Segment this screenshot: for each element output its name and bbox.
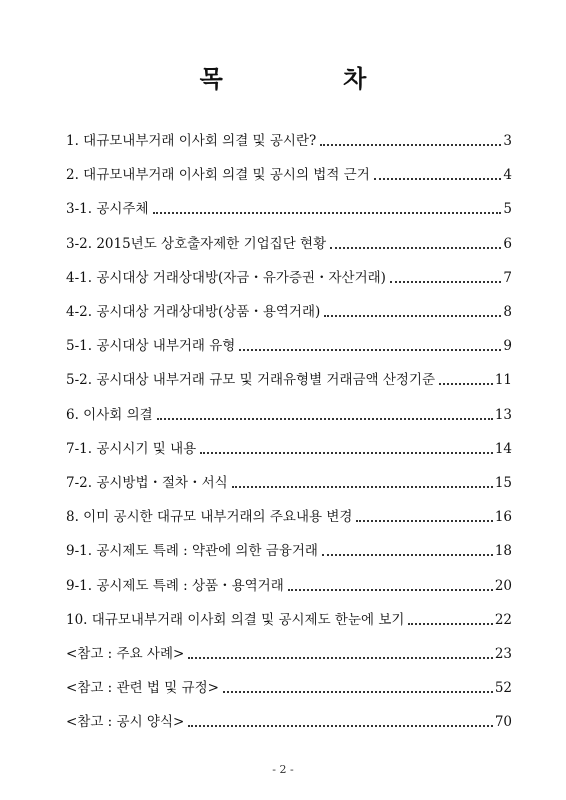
table-of-contents xyxy=(66,124,512,739)
toc-dot-leader xyxy=(324,315,501,317)
toc-entry-page-number: 13 xyxy=(494,406,512,423)
toc-entry-page-number: 6 xyxy=(503,235,512,252)
page-number: - 2 - xyxy=(272,763,294,776)
toc-entry-page-number: 4 xyxy=(503,167,512,184)
toc-entry-page-number: 3 xyxy=(503,133,512,150)
toc-dot-leader xyxy=(239,349,501,351)
toc-entry-label: <참고 : 공시 양식> xyxy=(66,714,185,731)
toc-entry-label: 4-2. 공시대상 거래상대방(상품・용역거래) xyxy=(66,304,321,321)
toc-entry-page-number: 14 xyxy=(494,440,512,457)
toc-entry xyxy=(66,671,512,705)
toc-entry xyxy=(66,466,512,500)
toc-entry-page-number: 22 xyxy=(494,611,512,628)
toc-dot-leader xyxy=(200,452,493,454)
page-title: 목 차 xyxy=(199,64,423,93)
toc-dot-leader xyxy=(390,281,501,283)
toc-entry-label: 5-2. 공시대상 내부거래 규모 및 거래유형별 거래금액 산정기준 xyxy=(66,372,436,389)
toc-entry-label: 3-2. 2015년도 상호출자제한 기업집단 현황 xyxy=(66,235,327,252)
toc-entry-label: 9-1. 공시제도 특례 : 약관에 의한 금융거래 xyxy=(66,543,318,560)
toc-entry-page-number: 23 xyxy=(494,645,512,662)
toc-entry xyxy=(66,124,512,158)
toc-dot-leader xyxy=(356,520,492,522)
toc-entry-page-number: 20 xyxy=(494,577,512,594)
toc-entry xyxy=(66,329,512,363)
toc-entry-page-number: 5 xyxy=(503,201,512,218)
toc-entry-page-number: 7 xyxy=(503,269,512,286)
toc-dot-leader xyxy=(232,486,493,488)
toc-entry-label: 8. 이미 공시한 대규모 내부거래의 주요내용 변경 xyxy=(66,509,353,526)
toc-entry-page-number: 52 xyxy=(494,680,512,697)
toc-entry xyxy=(66,637,512,671)
toc-dot-leader xyxy=(320,144,501,146)
toc-entry-page-number: 11 xyxy=(494,372,512,389)
toc-entry-label: 6. 이사회 의결 xyxy=(66,406,153,423)
toc-dot-leader xyxy=(223,691,493,693)
toc-dot-leader xyxy=(153,212,502,214)
toc-dot-leader xyxy=(288,589,493,591)
toc-entry-label: 3-1. 공시주체 xyxy=(66,201,149,218)
toc-dot-leader xyxy=(322,554,493,556)
toc-entry xyxy=(66,603,512,637)
toc-entry xyxy=(66,432,512,466)
toc-entry-page-number: 8 xyxy=(503,304,512,321)
toc-entry-label: 9-1. 공시제도 특례 : 상품・용역거래 xyxy=(66,577,284,594)
toc-entry xyxy=(66,534,512,568)
toc-entry-label: 10. 대규모내부거래 이사회 의결 및 공시제도 한눈에 보기 xyxy=(66,611,405,628)
toc-entry-page-number: 70 xyxy=(494,714,512,731)
toc-entry xyxy=(66,363,512,397)
toc-entry xyxy=(66,568,512,602)
toc-entry-label: 1. 대규모내부거래 이사회 의결 및 공시란? xyxy=(66,133,317,150)
toc-entry xyxy=(66,261,512,295)
toc-entry-page-number: 16 xyxy=(494,509,512,526)
toc-dot-leader xyxy=(157,418,493,420)
toc-entry xyxy=(66,295,512,329)
toc-entry xyxy=(66,158,512,192)
toc-entry xyxy=(66,227,512,261)
toc-entry-page-number: 9 xyxy=(503,338,512,355)
toc-entry-page-number: 15 xyxy=(494,474,512,491)
toc-entry-label: 7-1. 공시시기 및 내용 xyxy=(66,440,197,457)
toc-dot-leader xyxy=(188,725,493,727)
toc-entry-label: 5-1. 공시대상 내부거래 유형 xyxy=(66,338,236,355)
toc-entry-label: 4-1. 공시대상 거래상대방(자금・유가증권・자산거래) xyxy=(66,269,386,286)
toc-entry xyxy=(66,500,512,534)
toc-entry xyxy=(66,192,512,226)
toc-entry xyxy=(66,705,512,739)
toc-entry-label: 2. 대규모내부거래 이사회 의결 및 공시의 법적 근거 xyxy=(66,167,370,184)
toc-dot-leader xyxy=(439,383,493,385)
toc-dot-leader xyxy=(188,657,493,659)
toc-entry-label: <참고 : 주요 사례> xyxy=(66,645,185,662)
toc-entry-page-number: 18 xyxy=(494,543,512,560)
toc-dot-leader xyxy=(374,178,502,180)
toc-entry-label: <참고 : 관련 법 및 규정> xyxy=(66,680,219,697)
toc-entry xyxy=(66,398,512,432)
toc-dot-leader xyxy=(330,247,501,249)
toc-dot-leader xyxy=(408,623,492,625)
toc-entry-label: 7-2. 공시방법・절차・서식 xyxy=(66,474,228,491)
